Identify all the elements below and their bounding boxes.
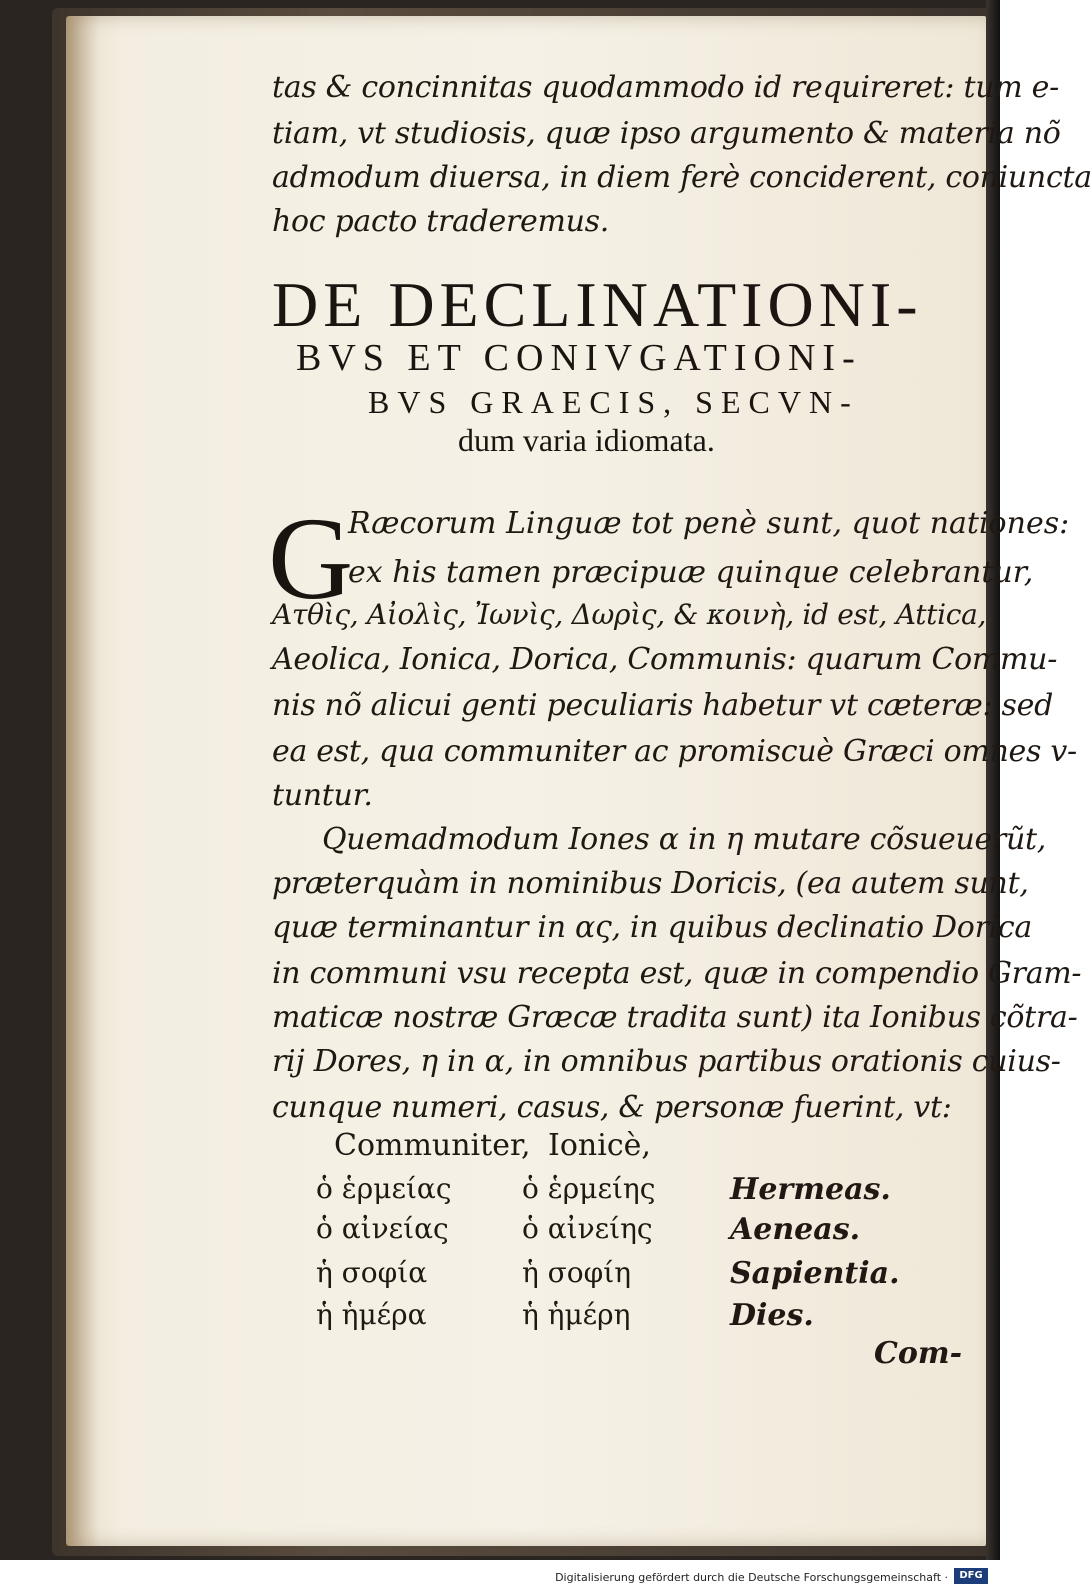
table-cell-ionic: ἡ σοφίη	[522, 1256, 632, 1289]
text-line: in communi vsu recepta est, quæ in compendio Gram-	[272, 956, 1082, 991]
text-line: maticæ nostræ Græcæ tradita sunt) ita Ionibus cõtra-	[272, 1000, 1078, 1035]
text-line: tiam, vt studiosis, quæ ipso argumento & materia nõ	[272, 116, 1061, 151]
table-row	[0, 1172, 1000, 1212]
section-heading-line3: BVS GRAECIS, SECVN-	[368, 384, 859, 420]
text-line: Ræcorum Linguæ tot penè sunt, quot nationes:	[348, 506, 1070, 541]
text-line: Aeolica, Ionica, Dorica, Communis: quarum Commu-	[272, 642, 1058, 677]
text-line: tuntur.	[272, 778, 373, 813]
text-line: admodum diuersa, in diem ferè conciderent, coniuncta	[272, 160, 1092, 195]
table-cell-common: ὁ ἑρμείας	[316, 1172, 452, 1205]
table-cell-common: ὁ αἰνείας	[316, 1212, 449, 1245]
text-line: nis nõ alicui genti peculiaris habetur vt cæteræ: sed	[272, 688, 1053, 723]
table-cell-common: ἡ ἡμέρα	[316, 1298, 427, 1331]
table-row	[0, 1256, 1000, 1296]
table-cell-latin: Dies.	[730, 1298, 814, 1333]
section-heading-line1: DE DECLINATIONI-	[272, 269, 923, 340]
text-line: Ατθὶς, Αἰολὶς, Ἰωνὶς, Δωρὶς, & κοινὴ, id est, Attica,	[272, 598, 987, 631]
footer-bar	[0, 1560, 1000, 1594]
catchword: Com-	[874, 1336, 963, 1371]
table-cell-ionic: ὁ ἑρμείης	[522, 1172, 656, 1205]
table-header-ionice: Ionicè,	[548, 1128, 651, 1163]
table-row	[0, 1298, 1000, 1338]
section-heading-line4: dum varia idiomata.	[458, 422, 715, 458]
text-line: tas & concinnitas quodammodo id requireret: tum e-	[272, 70, 1059, 105]
text-line: cunque numeri, casus, & personæ fuerint, vt:	[272, 1090, 952, 1125]
table-cell-latin: Aeneas.	[730, 1212, 861, 1247]
text-line: præterquàm in nominibus Doricis, (ea autem sunt,	[272, 866, 1029, 901]
text-line: ea est, qua communiter ac promiscuè Græci omnes v-	[272, 734, 1077, 769]
text-line: ex his tamen præcipuæ quinque celebrantur,	[348, 555, 1034, 590]
footer-credit: Digitalisierung gefördert durch die Deutsche Forschungsgemeinschaft ·	[555, 1571, 948, 1584]
table-cell-common: ἡ σοφία	[316, 1256, 428, 1289]
table-cell-ionic: ὁ αἰνείης	[522, 1212, 653, 1245]
table-cell-ionic: ἡ ἡμέρη	[522, 1298, 631, 1331]
table-cell-latin: Hermeas.	[730, 1172, 891, 1207]
drop-cap: G	[268, 493, 354, 624]
text-line: hoc pacto traderemus.	[272, 204, 610, 239]
text-line: Quemadmodum Iones α in η mutare cõsueuerũt,	[322, 822, 1047, 857]
section-heading-line2: BVS ET CONIVGATIONI-	[296, 337, 862, 379]
dfg-logo: DFG	[954, 1568, 988, 1584]
text-line: rij Dores, η in α, in omnibus partibus orationis cuius-	[272, 1044, 1061, 1079]
text-line: quæ terminantur in ας, in quibus declinatio Dorica	[272, 910, 1032, 945]
table-row	[0, 1212, 1000, 1252]
table-header-communiter: Communiter,	[334, 1128, 531, 1163]
table-cell-latin: Sapientia.	[730, 1256, 900, 1291]
